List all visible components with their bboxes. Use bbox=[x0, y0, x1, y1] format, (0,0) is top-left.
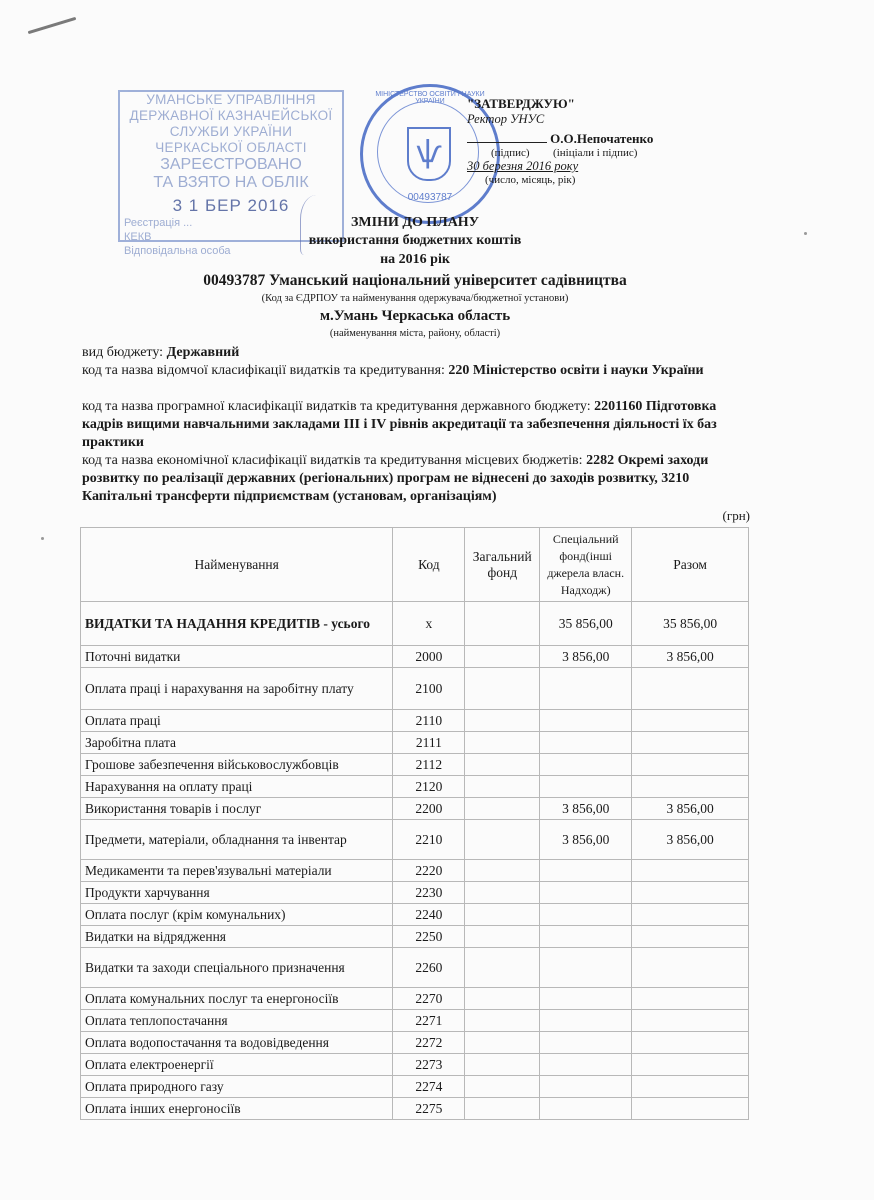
cell-general-fund bbox=[465, 710, 540, 732]
signature-line bbox=[467, 142, 547, 143]
table-row bbox=[81, 1032, 749, 1054]
cell-name: Грошове забезпечення військовослужбовців bbox=[81, 754, 393, 776]
cell-name: Оплата природного газу bbox=[81, 1076, 393, 1098]
program-value: 2201160 Підготовка кадрів вищими навчальними закладами III і IV рівнів акредитації та забезпечення діяльності їх баз практики bbox=[82, 399, 717, 450]
document-year: на 2016 рік bbox=[380, 252, 450, 267]
cell-code: 2210 bbox=[393, 820, 465, 860]
cell-code: 2240 bbox=[393, 904, 465, 926]
stamp-keko-label: КЕКВ bbox=[124, 231, 152, 243]
cell-special-fund bbox=[540, 882, 632, 904]
stamp-line: УМАНСЬКЕ УПРАВЛІННЯ bbox=[146, 92, 316, 107]
seal-code: 00493787 bbox=[407, 192, 453, 203]
cell-code: 2272 bbox=[393, 1032, 465, 1054]
cell-special-fund bbox=[540, 776, 632, 798]
cell-special-fund: 35 856,00 bbox=[540, 602, 632, 646]
cell-total: 3 856,00 bbox=[632, 820, 749, 860]
header-total: Разом bbox=[632, 528, 749, 602]
cell-total: 35 856,00 bbox=[632, 602, 749, 646]
cell-general-fund bbox=[465, 1098, 540, 1120]
table-row bbox=[81, 988, 749, 1010]
cell-general-fund bbox=[465, 926, 540, 948]
cell-total bbox=[632, 1054, 749, 1076]
cell-code: 2112 bbox=[393, 754, 465, 776]
cell-code: 2230 bbox=[393, 882, 465, 904]
cell-name: Нарахування на оплату праці bbox=[81, 776, 393, 798]
cell-special-fund bbox=[540, 1010, 632, 1032]
cell-code: 2200 bbox=[393, 798, 465, 820]
stamp-line: СЛУЖБИ УКРАЇНИ bbox=[169, 124, 293, 139]
dept-label: код та назва відомчої класифікації видатків та кредитування: bbox=[82, 363, 449, 378]
table-row bbox=[81, 646, 749, 668]
cell-special-fund bbox=[540, 904, 632, 926]
table-row bbox=[81, 860, 749, 882]
cell-general-fund bbox=[465, 1054, 540, 1076]
approval-position: Ректор УНУС bbox=[467, 112, 545, 126]
cell-name: Поточні видатки bbox=[81, 646, 393, 668]
cell-general-fund bbox=[465, 798, 540, 820]
table-row bbox=[81, 926, 749, 948]
economic-classification bbox=[82, 452, 752, 506]
organization-caption: (Код за ЄДРПОУ та найменування одержувача/бюджетної установи) bbox=[261, 293, 569, 304]
cell-name: ВИДАТКИ ТА НАДАННЯ КРЕДИТІВ - усього bbox=[81, 602, 393, 646]
city-caption: (найменування міста, району, області) bbox=[329, 328, 501, 339]
cell-special-fund bbox=[540, 710, 632, 732]
pen-mark bbox=[28, 17, 77, 34]
cell-total bbox=[632, 860, 749, 882]
cell-total bbox=[632, 882, 749, 904]
cell-special-fund: 3 856,00 bbox=[540, 798, 632, 820]
cell-special-fund bbox=[540, 948, 632, 988]
cell-name: Оплата праці bbox=[81, 710, 393, 732]
table-row bbox=[81, 820, 749, 860]
cell-name: Оплата теплопостачання bbox=[81, 1010, 393, 1032]
cell-name: Заробітна плата bbox=[81, 732, 393, 754]
cell-total bbox=[632, 1098, 749, 1120]
cell-code: 2000 bbox=[393, 646, 465, 668]
cell-code: 2111 bbox=[393, 732, 465, 754]
stamp-line: ЗАРЕЄСТРОВАНО bbox=[160, 156, 302, 173]
cell-name: Медикаменти та перев'язувальні матеріали bbox=[81, 860, 393, 882]
econ-label: код та назва економічної класифікації видатків та кредитування місцевих бюджетів: bbox=[82, 453, 587, 468]
cell-total bbox=[632, 668, 749, 710]
cell-general-fund bbox=[465, 1076, 540, 1098]
budget-type bbox=[82, 344, 752, 362]
cell-name: Використання товарів і послуг bbox=[81, 798, 393, 820]
header-code: Код bbox=[393, 528, 465, 602]
budget-type-value: Державний bbox=[166, 345, 240, 360]
cell-general-fund bbox=[465, 860, 540, 882]
approver-name: О.О.Непочатенко bbox=[550, 131, 654, 146]
cell-total: 3 856,00 bbox=[632, 798, 749, 820]
cell-total bbox=[632, 1032, 749, 1054]
table-row bbox=[81, 798, 749, 820]
cell-general-fund bbox=[465, 820, 540, 860]
cell-name: Продукти харчування bbox=[81, 882, 393, 904]
cell-general-fund bbox=[465, 904, 540, 926]
document-title: ЗМІНИ ДО ПЛАНУ bbox=[351, 215, 479, 230]
cell-code: 2274 bbox=[393, 1076, 465, 1098]
cell-total bbox=[632, 948, 749, 988]
cell-special-fund bbox=[540, 860, 632, 882]
currency-unit: (грн) bbox=[722, 508, 750, 523]
table-row bbox=[81, 948, 749, 988]
program-label: код та назва програмної класифікації видатків та кредитування державного бюджету: bbox=[82, 399, 595, 414]
table-row bbox=[81, 754, 749, 776]
cell-name: Оплата електроенергії bbox=[81, 1054, 393, 1076]
cell-name: Видатки на відрядження bbox=[81, 926, 393, 948]
table-row bbox=[81, 776, 749, 798]
cell-general-fund bbox=[465, 1010, 540, 1032]
stamp-line: ТА ВЗЯТО НА ОБЛІК bbox=[153, 174, 309, 191]
cell-general-fund bbox=[465, 882, 540, 904]
cell-special-fund bbox=[540, 668, 632, 710]
cell-name: Оплата інших енергоносіїв bbox=[81, 1098, 393, 1120]
cell-general-fund bbox=[465, 646, 540, 668]
speck bbox=[41, 537, 44, 540]
cell-general-fund bbox=[465, 732, 540, 754]
cell-code: 2275 bbox=[393, 1098, 465, 1120]
signature-caption: (підпис) bbox=[491, 147, 530, 159]
cell-special-fund bbox=[540, 732, 632, 754]
date-caption: (число, місяць, рік) bbox=[485, 174, 576, 186]
cell-name: Оплата праці і нарахування на заробітну плату bbox=[81, 668, 393, 710]
program-classification bbox=[82, 398, 752, 452]
table-row bbox=[81, 602, 749, 646]
table-row bbox=[81, 732, 749, 754]
cell-special-fund bbox=[540, 1054, 632, 1076]
cell-general-fund bbox=[465, 602, 540, 646]
table-row bbox=[81, 1054, 749, 1076]
cell-total: 3 856,00 bbox=[632, 646, 749, 668]
cell-name: Оплата водопостачання та водовідведення bbox=[81, 1032, 393, 1054]
stamp-date: 3 1 БЕР 2016 bbox=[172, 196, 290, 215]
cell-general-fund bbox=[465, 1032, 540, 1054]
document-subtitle: використання бюджетних коштів bbox=[308, 233, 522, 248]
table-header-row bbox=[81, 528, 749, 602]
cell-total bbox=[632, 926, 749, 948]
cell-code: 2110 bbox=[393, 710, 465, 732]
cell-total bbox=[632, 732, 749, 754]
cell-code: 2120 bbox=[393, 776, 465, 798]
cell-code: x bbox=[393, 602, 465, 646]
cell-code: 2271 bbox=[393, 1010, 465, 1032]
budget-plan-table bbox=[80, 527, 749, 1120]
cell-total bbox=[632, 988, 749, 1010]
cell-special-fund bbox=[540, 1076, 632, 1098]
cell-name: Оплата послуг (крім комунальних) bbox=[81, 904, 393, 926]
cell-general-fund bbox=[465, 776, 540, 798]
cell-total bbox=[632, 776, 749, 798]
cell-name: Предмети, матеріали, обладнання та інвентар bbox=[81, 820, 393, 860]
cell-general-fund bbox=[465, 948, 540, 988]
cell-name: Оплата комунальних послуг та енергоносіїв bbox=[81, 988, 393, 1010]
header-name: Найменування bbox=[81, 528, 393, 602]
approval-heading: "ЗАТВЕРДЖУЮ" bbox=[467, 96, 575, 111]
cell-total bbox=[632, 754, 749, 776]
table-row bbox=[81, 1010, 749, 1032]
cell-total bbox=[632, 1076, 749, 1098]
table-row bbox=[81, 1076, 749, 1098]
cell-code: 2260 bbox=[393, 948, 465, 988]
dept-value: 220 Міністерство освіти і науки України bbox=[448, 363, 704, 378]
initials-caption: (ініціали і підпис) bbox=[553, 147, 638, 159]
cell-special-fund bbox=[540, 926, 632, 948]
cell-general-fund bbox=[465, 988, 540, 1010]
budget-type-label: вид бюджету: bbox=[82, 345, 167, 360]
cell-general-fund bbox=[465, 668, 540, 710]
cell-special-fund bbox=[540, 1098, 632, 1120]
stamp-registration-label: Реєстрація ... bbox=[124, 217, 193, 229]
cell-code: 2220 bbox=[393, 860, 465, 882]
cell-total bbox=[632, 904, 749, 926]
cell-total bbox=[632, 710, 749, 732]
table-row bbox=[81, 1098, 749, 1120]
table-row bbox=[81, 882, 749, 904]
table-row bbox=[81, 668, 749, 710]
stamp-responsible-label: Відповідальна особа bbox=[124, 245, 231, 257]
econ-value: 2282 Окремі заходи розвитку по реалізації державних (регіональних) програм не віднесені до заходів розвитку, 3210 Капітальні трансферти підприємствам (установам, організаціям) bbox=[82, 453, 709, 504]
cell-code: 2273 bbox=[393, 1054, 465, 1076]
speck bbox=[804, 232, 807, 235]
stamp-line: ДЕРЖАВНОЇ КАЗНАЧЕЙСЬКОЇ bbox=[129, 108, 333, 123]
header-general-fund: Загальний фонд bbox=[465, 528, 540, 602]
seal-ring-text: МІНІСТЕРСТВО ОСВІТИ І НАУКИ УКРАЇНИ bbox=[375, 91, 485, 105]
cell-special-fund: 3 856,00 bbox=[540, 646, 632, 668]
cell-total bbox=[632, 1010, 749, 1032]
cell-code: 2270 bbox=[393, 988, 465, 1010]
approval-date: 30 березня 2016 року bbox=[467, 159, 579, 173]
table-row bbox=[81, 710, 749, 732]
approval-block bbox=[467, 96, 707, 186]
cell-code: 2250 bbox=[393, 926, 465, 948]
cell-name: Видатки та заходи спеціального призначення bbox=[81, 948, 393, 988]
organization-name: 00493787 Уманський національний університет садівництва bbox=[203, 272, 627, 289]
cell-code: 2100 bbox=[393, 668, 465, 710]
cell-special-fund: 3 856,00 bbox=[540, 820, 632, 860]
department-classification bbox=[82, 362, 752, 380]
stamp-line: ЧЕРКАСЬКОЇ ОБЛАСТІ bbox=[155, 140, 307, 155]
cell-special-fund bbox=[540, 754, 632, 776]
cell-special-fund bbox=[540, 1032, 632, 1054]
city-name: м.Умань Черкаська область bbox=[319, 308, 511, 324]
trident-icon: ѱ bbox=[407, 127, 451, 181]
table-row bbox=[81, 904, 749, 926]
header-special-fund: Спеціальний фонд(інші джерела власн. Надходж) bbox=[540, 528, 632, 602]
cell-special-fund bbox=[540, 988, 632, 1010]
cell-general-fund bbox=[465, 754, 540, 776]
